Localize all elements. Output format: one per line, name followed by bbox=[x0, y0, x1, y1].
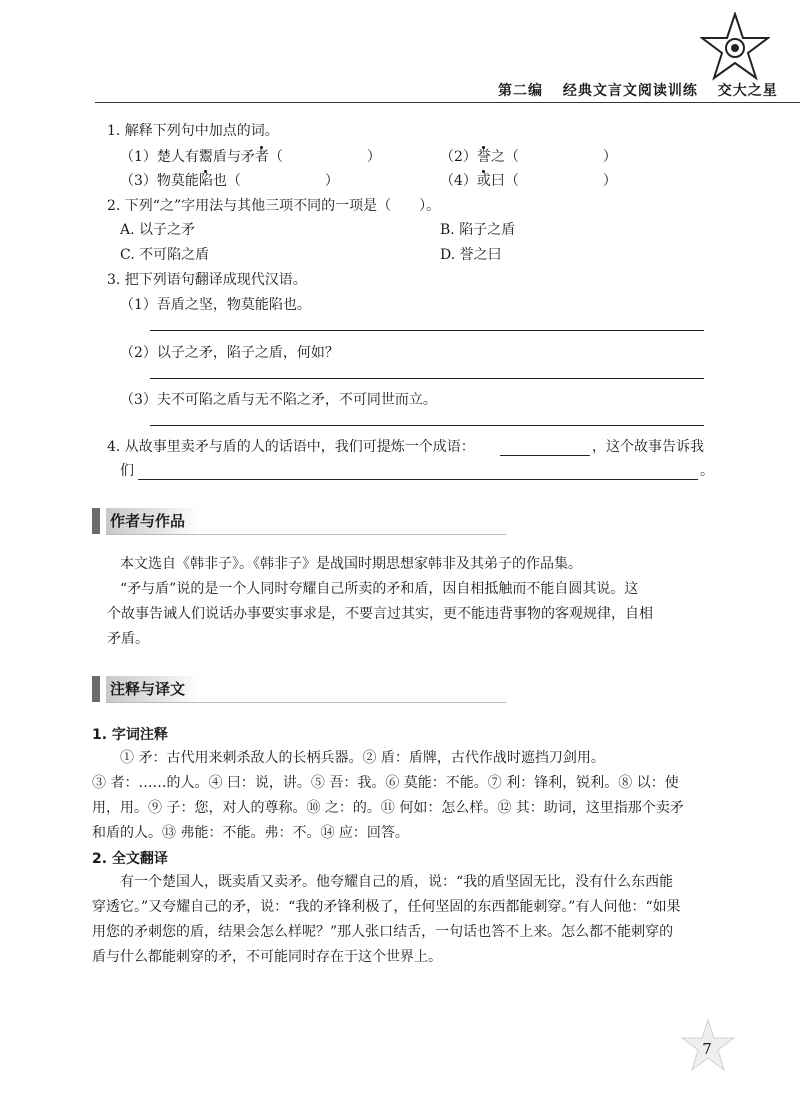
q1-stem: 1. 解释下列句中加点的词。 bbox=[107, 123, 279, 139]
paragraph-line: 矛盾。 bbox=[107, 631, 149, 647]
dotted-char: 陷 bbox=[198, 173, 213, 189]
section-title: 注释与译文 bbox=[106, 676, 199, 702]
q1-item-3: （3）物莫能陷也（ ） bbox=[120, 173, 339, 189]
translation-line: 有一个楚国人，既卖盾又卖矛。他夸耀自己的盾，说：“我的盾坚固无比，没有什么东西能 bbox=[120, 874, 674, 890]
idiom-blank bbox=[500, 455, 590, 456]
header-book: 经典文言文阅读训练 bbox=[562, 83, 698, 99]
running-header bbox=[498, 80, 778, 100]
q3-sentence-1: （1）吾盾之坚，物莫能陷也。 bbox=[120, 297, 311, 313]
answer-line-2 bbox=[150, 378, 704, 379]
q2-option-a: A. 以子之矛 bbox=[120, 222, 196, 238]
q2-option-d: D. 誉之曰 bbox=[440, 247, 502, 263]
q2-option-b: B. 陷子之盾 bbox=[440, 222, 516, 238]
q4-text-2: ，这个故事告诉我 bbox=[592, 439, 704, 455]
q3-stem: 3. 把下列语句翻译成现代汉语。 bbox=[107, 272, 307, 288]
paragraph-line: 本文选自《韩非子》。《韩非子》是战国时期思想家韩非及其弟子的作品集。 bbox=[120, 556, 582, 572]
translation-line: 盾与什么都能刺穿的矛，不可能同时存在于这个世界上。 bbox=[92, 949, 442, 965]
section-banner-author bbox=[92, 508, 512, 534]
q3-sentence-2: （2）以子之矛，陷子之盾，何如？ bbox=[120, 345, 339, 361]
dotted-char: 或 bbox=[476, 173, 491, 189]
dotted-char: 誉 bbox=[476, 149, 491, 165]
header-rule bbox=[95, 102, 800, 103]
q4-text-4: 。 bbox=[700, 463, 714, 479]
header-part: 第二编 bbox=[498, 83, 543, 99]
brand-star-icon bbox=[700, 12, 770, 82]
lesson-blank bbox=[138, 479, 698, 480]
q3-sentence-3: （3）夫不可陷之盾与无不陷之矛，不可同世而立。 bbox=[120, 392, 437, 408]
q1-item-1: （1）楚人有鬻盾与矛者（ ） bbox=[120, 149, 381, 165]
note-line: 用，用。⑨ 子：您，对人的尊称。⑩ 之：的。⑪ 何如：怎么样。⑫ 其：助词，这里指那个卖矛 bbox=[92, 800, 684, 816]
section-title: 作者与作品 bbox=[106, 508, 199, 534]
q1-item-4: （4）或曰（ ） bbox=[440, 173, 617, 189]
dotted-char: 者 bbox=[254, 149, 269, 165]
notes-heading: 1. 字词注释 bbox=[92, 727, 168, 743]
paragraph-line: 个故事告诫人们说话办事要实事求是，不要言过其实，更不能违背事物的客观规律，自相 bbox=[107, 606, 653, 622]
paragraph-line: “矛与盾”说的是一个人同时夸耀自己所卖的矛和盾，因自相抵触而不能自圆其说。这 bbox=[120, 581, 639, 597]
answer-line-3 bbox=[150, 425, 704, 426]
answer-line-1 bbox=[150, 330, 704, 331]
translation-heading: 2. 全文翻译 bbox=[92, 851, 168, 867]
q4-text-3: 们 bbox=[120, 463, 134, 479]
translation-line: 用您的矛刺您的盾，结果会怎么样呢？”那人张口结舌，一句话也答不上来。怎么都不能刺穿的 bbox=[92, 924, 674, 940]
page-number: 7 bbox=[702, 1040, 712, 1058]
note-line: ① 矛：古代用来刺杀敌人的长柄兵器。② 盾：盾牌，古代作战时遮挡刀剑用。 bbox=[120, 750, 605, 766]
q4-text-1: 4. 从故事里卖矛与盾的人的话语中，我们可提炼一个成语： bbox=[107, 439, 475, 455]
note-line: ③ 者：……的人。④ 曰：说，讲。⑤ 吾：我。⑥ 莫能：不能。⑦ 利：锋利，锐利。⑧ 以：使 bbox=[92, 775, 679, 791]
header-brand: 交大之星 bbox=[717, 83, 778, 99]
note-line: 和盾的人。⑬ 弗能：不能。弗：不。⑭ 应：回答。 bbox=[92, 825, 409, 841]
q2-option-c: C. 不可陷之盾 bbox=[120, 247, 210, 263]
q2-stem: 2. 下列“之”字用法与其他三项不同的一项是（ ）。 bbox=[107, 198, 441, 214]
section-banner-notes bbox=[92, 676, 512, 702]
q1-item-2: （2）誉之（ ） bbox=[440, 149, 617, 165]
translation-line: 穿透它。”又夸耀自己的矛，说：“我的矛锋利极了，任何坚固的东西都能刺穿。”有人问他：“如果 bbox=[92, 899, 681, 915]
